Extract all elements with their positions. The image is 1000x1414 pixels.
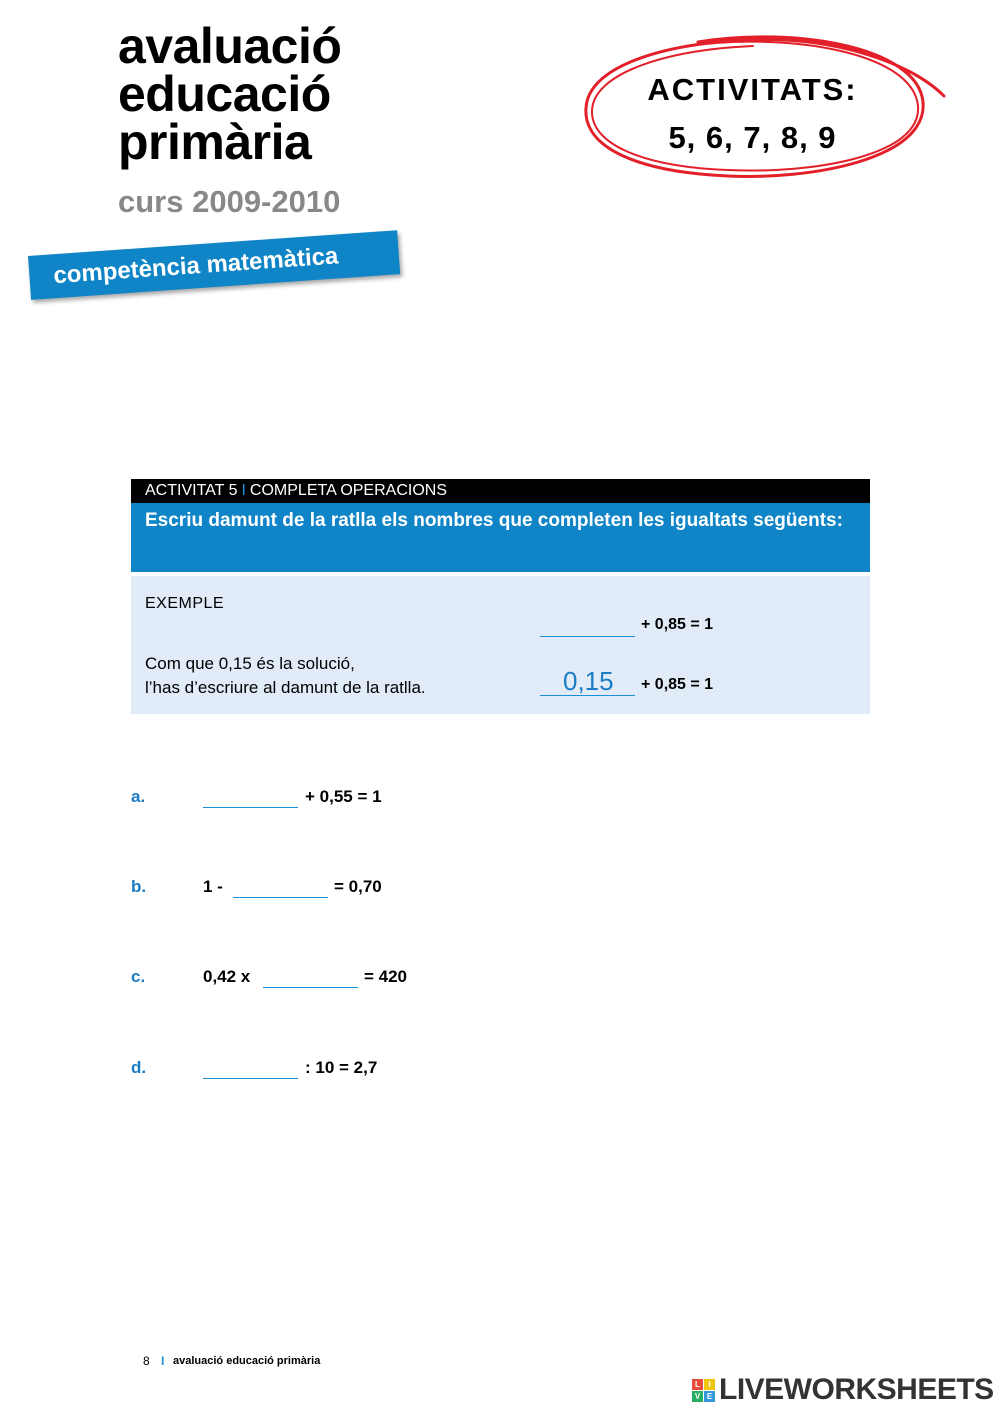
activity-instruction: Escriu damunt de la ratlla els nombres que completen les igualtats següents: bbox=[131, 503, 870, 572]
example-explanation-line-2: l’has d’escriure al damunt de la ratlla. bbox=[145, 678, 426, 697]
exercise-equation: : 10 = 2,7 bbox=[305, 1058, 378, 1077]
example-explanation bbox=[145, 652, 426, 700]
example-equation-blank: + 0,85 = 1 bbox=[641, 616, 714, 633]
activity-header bbox=[131, 479, 870, 503]
example-box bbox=[131, 576, 870, 714]
course-year: curs 2009-2010 bbox=[118, 184, 341, 219]
example-equation-filled: + 0,85 = 1 bbox=[641, 676, 714, 693]
exercise-letter: d. bbox=[131, 1058, 147, 1077]
example-explanation-line-1: Com que 0,15 és la solució, bbox=[145, 654, 355, 673]
exercise-letter: a. bbox=[131, 787, 146, 806]
answer-blank-c[interactable] bbox=[263, 987, 358, 988]
exercise-letter: b. bbox=[131, 877, 147, 896]
exercise-prefix: 1 - bbox=[203, 877, 223, 896]
footer-separator: I bbox=[161, 1354, 165, 1368]
logo-grid-cell: L bbox=[692, 1379, 703, 1390]
page-number: 8 bbox=[143, 1354, 150, 1368]
answer-blank-a[interactable] bbox=[203, 807, 298, 808]
title-line-1: avaluació bbox=[118, 18, 342, 74]
example-filled-line bbox=[540, 695, 635, 696]
footer-text: avaluació educació primària bbox=[173, 1355, 321, 1367]
logo-grid-cell: I bbox=[704, 1379, 715, 1390]
activities-label: ACTIVITATS: bbox=[647, 72, 858, 107]
example-answer: 0,15 bbox=[563, 666, 614, 696]
activity-number: ACTIVITAT 5 bbox=[145, 482, 238, 499]
activities-list: 5, 6, 7, 8, 9 bbox=[668, 120, 837, 155]
exercise-equation: = 420 bbox=[364, 967, 408, 986]
logo-grid-cell: V bbox=[692, 1391, 703, 1402]
liveworksheets-logo bbox=[692, 1374, 994, 1406]
exercise-equation: + 0,55 = 1 bbox=[305, 787, 382, 806]
activity-name: COMPLETA OPERACIONS bbox=[249, 482, 447, 499]
exercise-prefix: 0,42 x bbox=[203, 967, 251, 986]
logo-grid-icon bbox=[692, 1379, 715, 1402]
exercise-letter: c. bbox=[131, 967, 146, 986]
subject-banner: competència matemàtica bbox=[28, 230, 400, 300]
title-line-3: primària bbox=[118, 114, 312, 170]
answer-blank-b[interactable] bbox=[233, 897, 328, 898]
answer-blank-d[interactable] bbox=[203, 1078, 298, 1079]
document-title bbox=[118, 18, 342, 170]
exercise-equation: = 0,70 bbox=[334, 877, 382, 896]
example-blank-line bbox=[540, 636, 635, 637]
title-line-2: educació bbox=[118, 66, 331, 122]
logo-grid-cell: E bbox=[704, 1391, 715, 1402]
brand-name: LIVEWORKSHEETS bbox=[719, 1373, 994, 1406]
example-label: EXEMPLE bbox=[145, 595, 225, 612]
activity-separator: I bbox=[241, 482, 246, 499]
red-circle-scribble bbox=[578, 30, 950, 190]
